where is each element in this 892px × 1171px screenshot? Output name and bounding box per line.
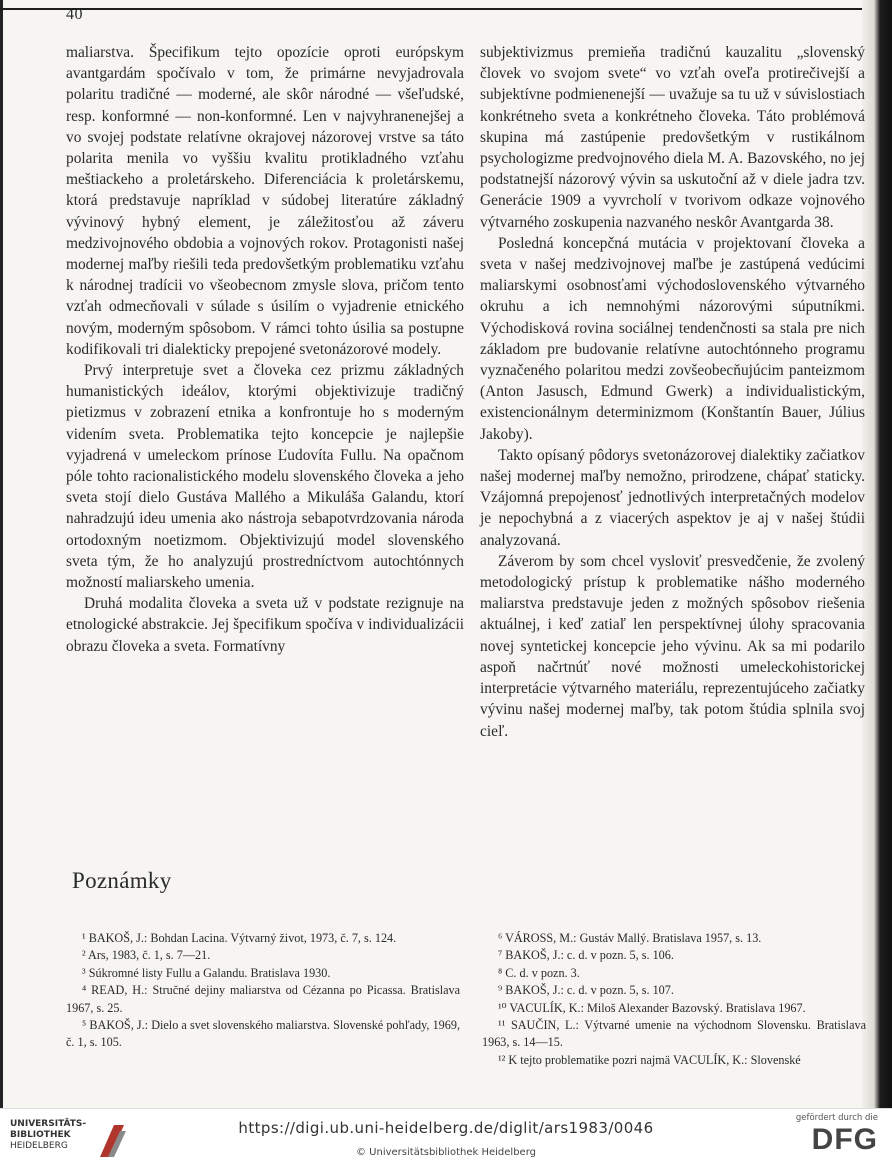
scan-left-edge xyxy=(0,0,3,1108)
dfg-logo: DFG xyxy=(811,1123,878,1156)
scan-right-edge xyxy=(862,0,892,1108)
footnote: ¹ BAKOŠ, J.: Bohdan Lacina. Výtvarný život, 1973, č. 7, s. 124. xyxy=(82,931,397,945)
footnote: ¹¹ SAUČIN, L.: Výtvarné umenie na východnom Slovensku. Bratislava 1963, s. 14—15. xyxy=(482,1018,866,1050)
footnote: ⁴ READ, H.: Stručné dejiny maliarstva od Cézanna po Picassa. Bratislava 1967, s. 25. xyxy=(66,983,460,1015)
footnote: ⁶ VÁROSS, M.: Gustáv Mallý. Bratislava 1957, s. 13. xyxy=(498,931,762,945)
paragraph: Prvý interpretuje svet a človeka cez prizmu základných humanistických ideálov, ktorými objektivizuje tradičný pietizmus v zobrazení etnika a konfrontuje ho s moderným videním sveta. Problematika tejto koncepcie je najlepšie vyjadrená v umeleckom prínose Ľudovíta Fullu. Na opačnom póle tohto racionalistického modelu slovenského človeka a jeho sveta stojí dielo Gustáva Mallého a Mikuláša Galandu, ktorí nahradzujú ideu umenia ako nástroja sebapotvrdzovania národa ortodoxným noetizmom. Objektivizujú model slovenského sveta tým, že ho analyzujú prostredníctvom autochtónnych možností maliarskeho umenia. xyxy=(66,362,464,592)
text-column-right xyxy=(480,42,865,742)
copyright-notice: © Universitätsbibliothek Heidelberg xyxy=(355,1147,536,1158)
footnote: ² Ars, 1983, č. 1, s. 7—21. xyxy=(82,948,211,963)
library-name-line: HEIDELBERG xyxy=(10,1141,68,1151)
paragraph: maliarstva. Špecifikum tejto opozície oproti európskym avantgardám spočívalo v tom, že primárne nevyjadrovala polaritu tradičné — moderné, ale skôr národné — všeľudské, resp. konformné — non-konformné. Len v najvyhranenejšej a vo svojej podstate relatívne okrajovej názorovej vrstve sa táto polarita menila vo vyššiu kvalitu protikladného vzťahu meštiackeho a proletárskeho. Diferenciácia k proletárskemu, ktorá predstavuje napríklad v súdobej literatúre základný vývinový hybný element, je záležitosťou až záveru medzivojnového obdobia a vojnových rokov. Protagonisti našej modernej maľby riešili teda predovšetkým problematiku vzťahu k národnej tradícii vo všeobecnom zmysle slova, pričom tento vzťah odmecňovali v súlade s úsilím o vyjadrenie etnického novým, moderným spôsobom. V rámci tohto úsilia sa postupne kodifikovali tri dialekticky prepojené svetonázorové modely. xyxy=(66,44,464,358)
paragraph: Záverom by som chcel vysloviť presvedčenie, že zvolený metodologický prístup k problematike nášho moderného maliarstva predstavuje jeden z možných spôsobov riešenia aktuálnej, i keď zatiaľ len perspektívnej úlohy spracovania novej syntetickej koncepcie jeho vývinu. Ak sa mi podarilo aspoň načrtnúť nové možnosti umeleckohistorickej interpretácie výtvarného materiálu, reprezentujúceho začiatky vývinu našej modernej maľby, tak potom štúdia splnila svoj cieľ. xyxy=(480,552,865,740)
text-column-left xyxy=(66,42,464,657)
page-number: 40 xyxy=(66,6,83,23)
notes-column-right xyxy=(482,930,866,1069)
funder-block[interactable] xyxy=(758,1113,878,1157)
library-name-line: BIBLIOTHEK xyxy=(10,1130,71,1140)
notes-heading: Poznámky xyxy=(72,868,172,893)
library-name-line: UNIVERSITÄTS- xyxy=(10,1119,87,1129)
header-rule xyxy=(0,8,862,10)
paragraph: Posledná koncepčná mutácia v projektovaní človeka a sveta v našej medzivojnovej maľbe je zastúpená vedúcimi maliarskymi osobnosťami východoslovenského výtvarného okruhu a ich nemnohými názorovými súputníkmi. Východisková rovina sociálnej tendenčnosti sa stala pre nich základom pre budovanie relatívne autochtónneho programu vyznačeného polaritou medzi zovšeobecňujúcim panteizmom (Anton Jasusch, Edmund Gwerk) a individualistickým, existencionálnym determinizmom (Konštantín Bauer, Július Jakoby). xyxy=(480,234,865,443)
footnote: ⁵ BAKOŠ, J.: Dielo a svet slovenského maliarstva. Slovenské pohľady, 1969, č. 1, s. 105. xyxy=(66,1018,460,1050)
paragraph: Druhá modalita človeka a sveta už v podstate rezignuje na etnologické abstrakcie. Jej špecifikum spočíva v individualizácii obrazu človeka a sveta. Formatívny xyxy=(66,595,464,655)
funding-label: gefördert durch die xyxy=(795,1113,878,1123)
paragraph: Takto opísaný pôdorys svetonázorovej dialektiky začiatkov našej modernej maľby nemožno, prirodzene, chápať staticky. Vzájomná prepojenosť jednotlivých interpretačných modelov je nepochybná a z viacerých aspektov je aj v našej štúdii analyzovaná. xyxy=(480,446,865,549)
footnote: ³ Súkromné listy Fullu a Galandu. Bratislava 1930. xyxy=(82,965,331,980)
footnote: ¹⁰ VACULÍK, K.: Miloš Alexander Bazovský. Bratislava 1967. xyxy=(498,1000,806,1015)
notes-column-left xyxy=(66,930,460,1052)
footnote: ⁸ C. d. v pozn. 3. xyxy=(498,965,580,980)
footnote: ⁷ BAKOŠ, J.: c. d. v pozn. 5, s. 106. xyxy=(498,948,674,963)
paragraph: subjektivizmus premieňa tradičnú kauzalitu „slovenský človek vo svojom svete“ vo vzťah oveľa protirečivejší a subjektívne podmienenejší — uvažuje sa tu už v súvislostiach konkrétneho sveta a konkrétneho človeka. Táto problémová skupina má zastúpenie predovšetkým v rustikálnom psychologizme predvojnového diela M. A. Bazovského, no jej podstatnejší názorový vývin sa uskutoční až v diele jadra tzv. Generácie 1909 a vyvrcholí v tvorivom odkaze vojnového výtvarného zoskupenia nazvaného neskôr Avantgarda 38. xyxy=(480,44,865,231)
footnote: ¹² K tejto problematike pozri najmä VACULÍK, K.: Slovenské xyxy=(498,1052,801,1067)
digitization-footer xyxy=(0,1108,892,1171)
footnote: ⁹ BAKOŠ, J.: c. d. v pozn. 5, s. 107. xyxy=(498,983,674,998)
permalink-url[interactable]: https://digi.ub.uni-heidelberg.de/diglit/ars1983/0046 xyxy=(238,1119,654,1137)
